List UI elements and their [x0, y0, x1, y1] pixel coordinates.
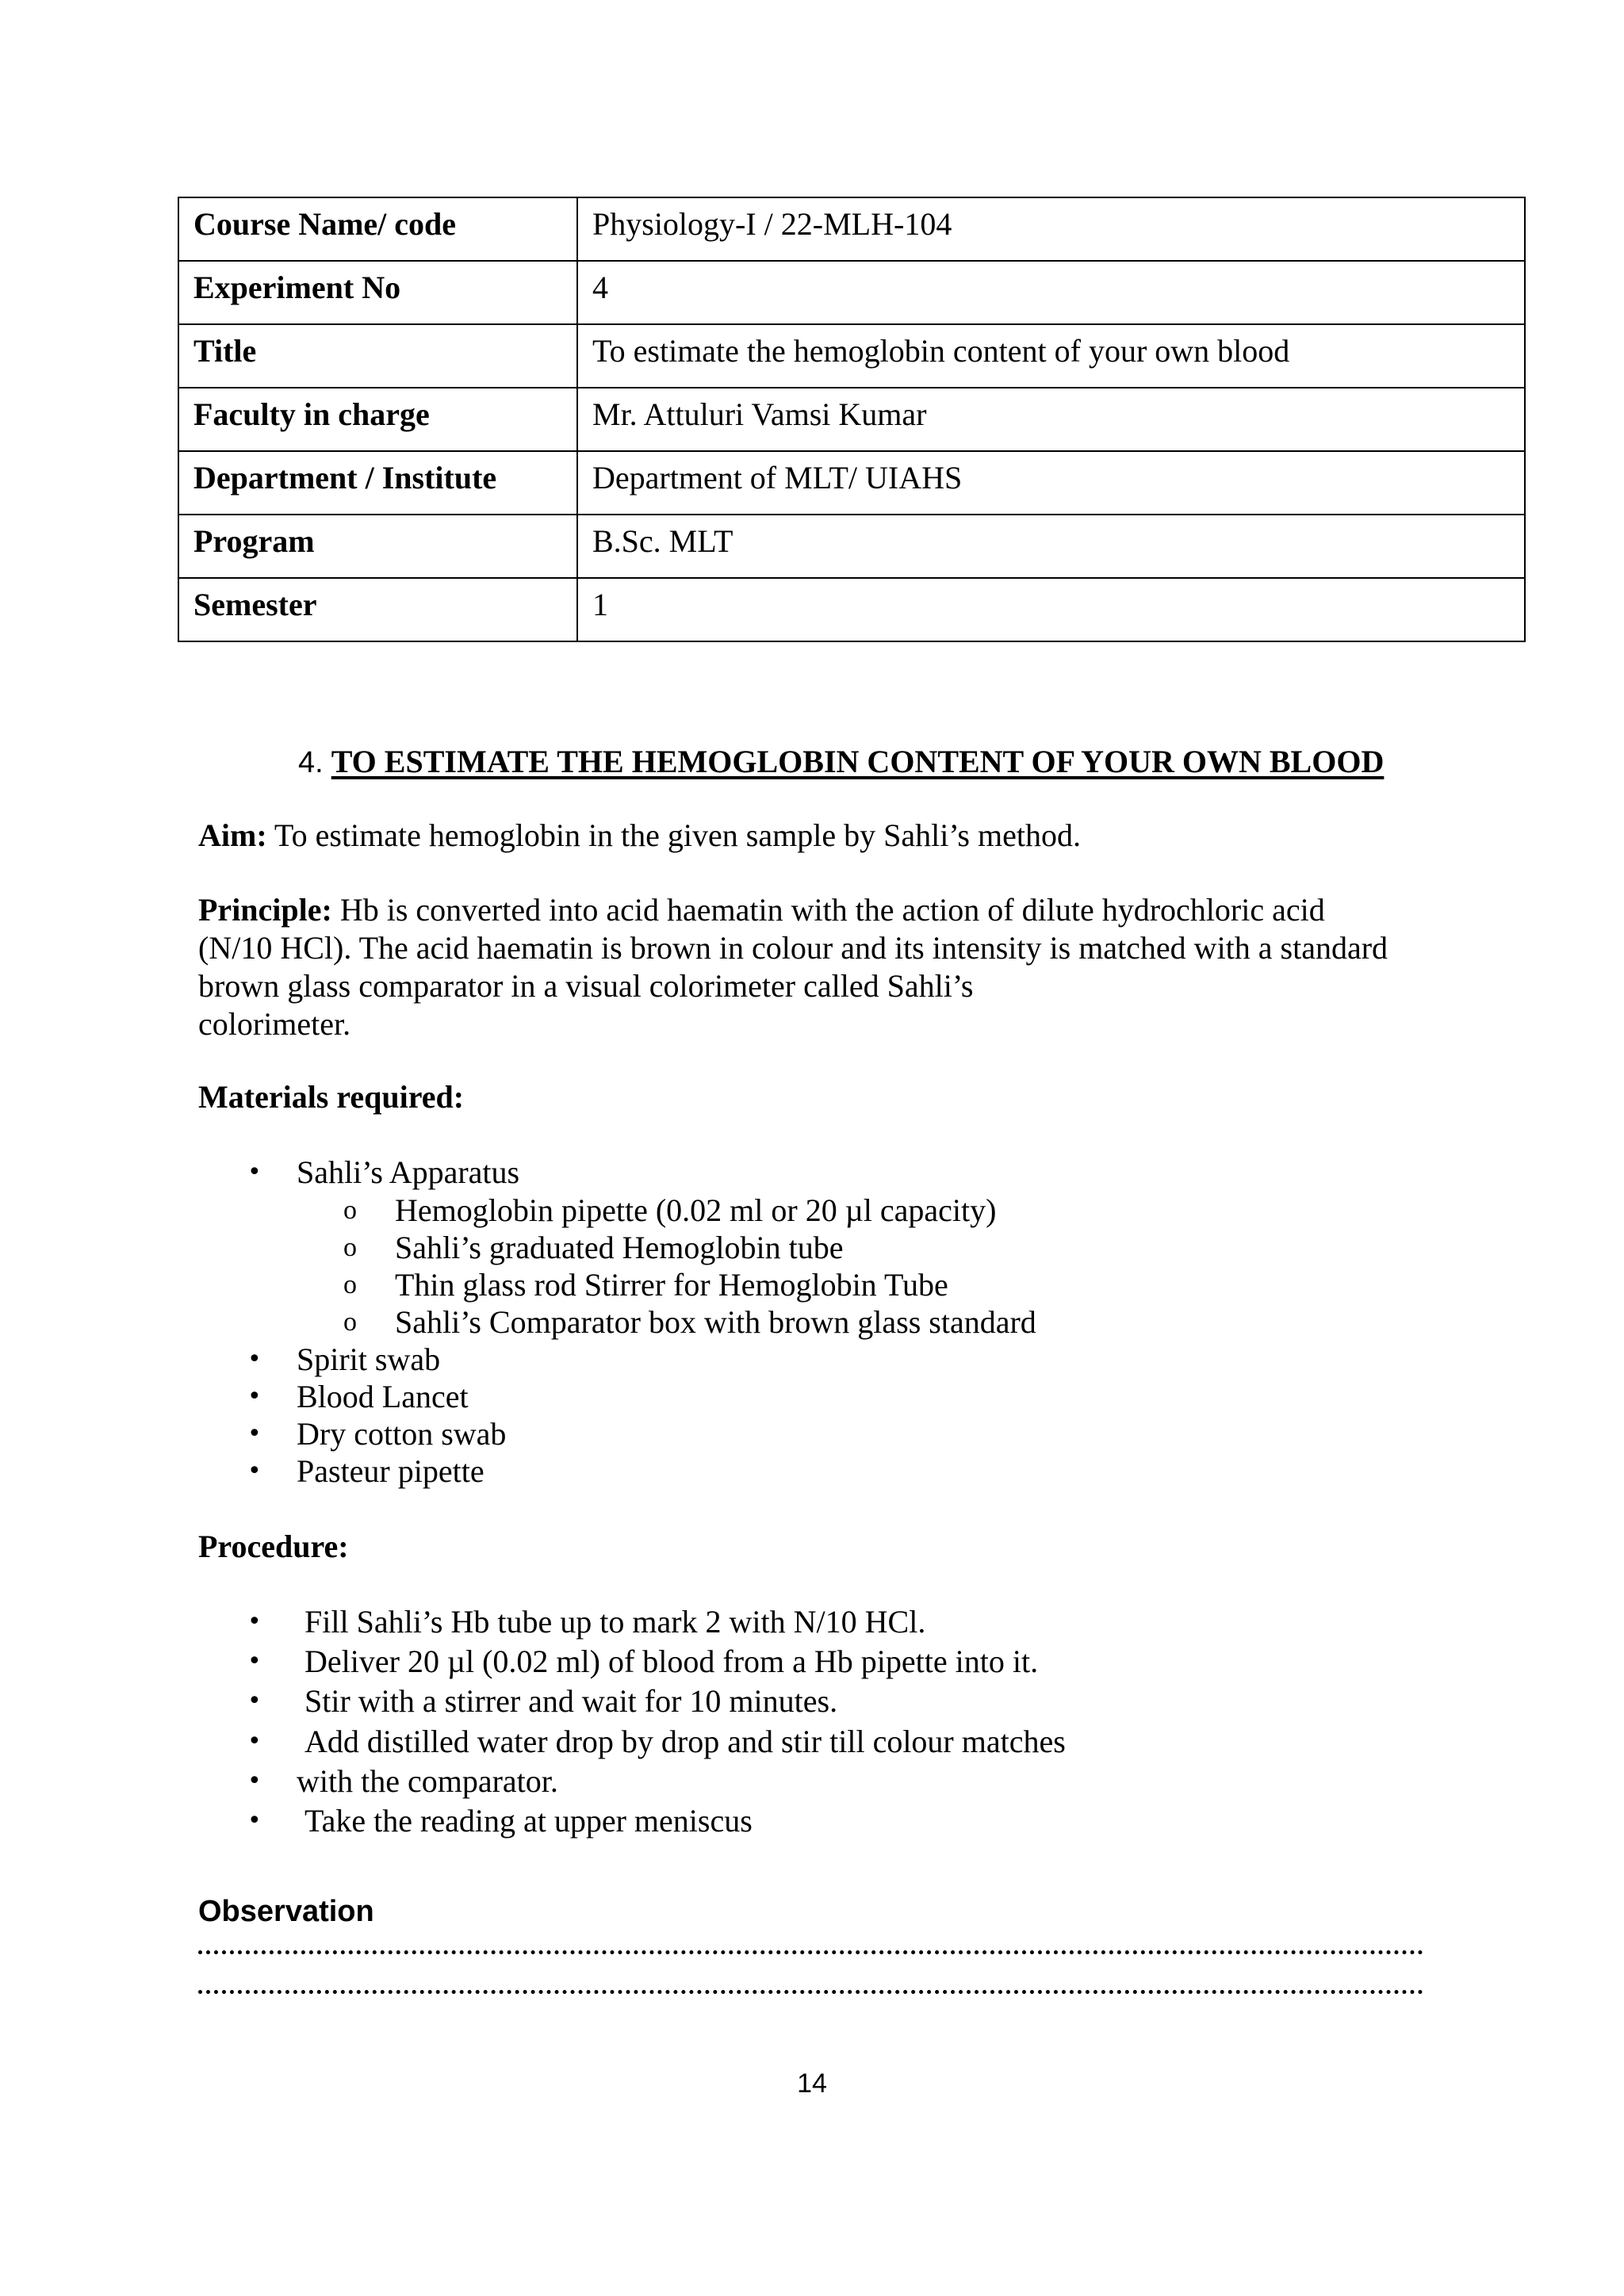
row-value: Physiology-I / 22-MLH-104 — [577, 197, 1525, 261]
aim-text: To estimate hemoglobin in the given sample by Sahli’s method. — [274, 817, 1081, 853]
table-row — [178, 197, 1525, 261]
aim-label: Aim: — [198, 817, 267, 853]
bullet-icon: • — [247, 1158, 262, 1186]
principle-line: Principle: Hb is converted into acid haematin with the action of dilute hydrochloric acid — [198, 892, 1325, 928]
observation-blank-line — [198, 1950, 1423, 1954]
bullet-icon: o — [343, 1307, 357, 1337]
bullet-icon: o — [343, 1196, 357, 1225]
bullet-icon: • — [247, 1687, 262, 1715]
bullet-icon: • — [247, 1420, 262, 1448]
row-label: Program — [178, 515, 577, 578]
bullet-icon: o — [343, 1270, 357, 1299]
row-label: Semester — [178, 578, 577, 641]
bullet-icon: • — [247, 1807, 262, 1835]
principle-line: colorimeter. — [198, 1006, 351, 1042]
observation-blank-line — [198, 1990, 1423, 1994]
row-value: Department of MLT/ UIAHS — [577, 451, 1525, 515]
heading-number: 4. — [298, 746, 324, 779]
table-row — [178, 388, 1525, 451]
page-number: 14 — [797, 2068, 827, 2099]
row-value: B.Sc. MLT — [577, 515, 1525, 578]
row-label: Faculty in charge — [178, 388, 577, 451]
section-heading — [298, 743, 1384, 782]
document-page: Course Name/ code Physiology-I / 22-MLH-104 Experiment No 4 Title To estimate the hemoglobin content of your own blood Faculty in charge Mr. Attuluri Vamsi Kumar Department / Institute Department of MLT/ UIAHS Program B.Sc. MLT Semester 1 4. TO ESTIMATE THE HEMOGLOBIN CONTENT OF YOUR OWN BLOOD Aim: To estimate hemoglobin in the given sample by Sahli’s method. Principle: Hb is converted into acid haematin with the action of dilute hydrochloric acid (N/10 HCl). The acid haematin is brown in colour and its intensity is matched with a standard brown glass comparator in a visual colorimeter called Sahli’s colorimeter. Materials required: • Sahli’s Apparatus o Hemoglobin pipette (0.02 ml or 20 µl capacity) o Sahli’s graduated Hemoglobin tube o Thin glass rod Stirrer for Hemoglobin Tube o Sahli’s Comparator box with brown glass standard • Spirit swab • Blood Lancet • Dry cotton swab • Pasteur pipette Procedure: • Fill Sahli’s Hb tube up to mark 2 with N/10 HCl. • Deliver 20 µl (0.02 ml) of blood from a Hb pipette into it. • Stir with a stirrer and wait for 10 minutes. • Add distilled water drop by drop and stir till colour matches • with the comparator. • Take the reading at upper meniscus Observation 14 — [0, 0, 1624, 2296]
observation-title: Observation — [198, 1895, 374, 1928]
bullet-icon: • — [247, 1457, 262, 1485]
principle-line: (N/10 HCl). The acid haematin is brown in colour and its intensity is matched with a standard — [198, 930, 1388, 966]
bullet-icon: o — [343, 1233, 357, 1262]
row-value: To estimate the hemoglobin content of your own blood — [577, 324, 1525, 388]
bullet-icon: • — [247, 1345, 262, 1373]
row-label: Title — [178, 324, 577, 388]
experiment-info-table — [178, 197, 1526, 642]
principle-paragraph — [198, 891, 1483, 1043]
table-row — [178, 324, 1525, 388]
aim-paragraph — [198, 817, 1483, 855]
table-row — [178, 578, 1525, 641]
procedure-title: Procedure: — [198, 1529, 349, 1564]
bullet-icon: • — [247, 1647, 262, 1675]
row-value: 1 — [577, 578, 1525, 641]
principle-label: Principle: — [198, 892, 332, 928]
bullet-icon: • — [247, 1728, 262, 1755]
table-row — [178, 261, 1525, 324]
row-label: Department / Institute — [178, 451, 577, 515]
bullet-icon: • — [247, 1383, 262, 1410]
row-label: Experiment No — [178, 261, 577, 324]
table-row — [178, 451, 1525, 515]
row-label: Course Name/ code — [178, 197, 577, 261]
bullet-icon: • — [247, 1767, 262, 1795]
bullet-icon: • — [247, 1608, 262, 1636]
principle-line: brown glass comparator in a visual colorimeter called Sahli’s — [198, 968, 974, 1004]
heading-text: TO ESTIMATE THE HEMOGLOBIN CONTENT OF YOUR OWN BLOOD — [331, 744, 1385, 779]
row-value: Mr. Attuluri Vamsi Kumar — [577, 388, 1525, 451]
row-value: 4 — [577, 261, 1525, 324]
materials-title: Materials required: — [198, 1079, 465, 1115]
table-row — [178, 515, 1525, 578]
